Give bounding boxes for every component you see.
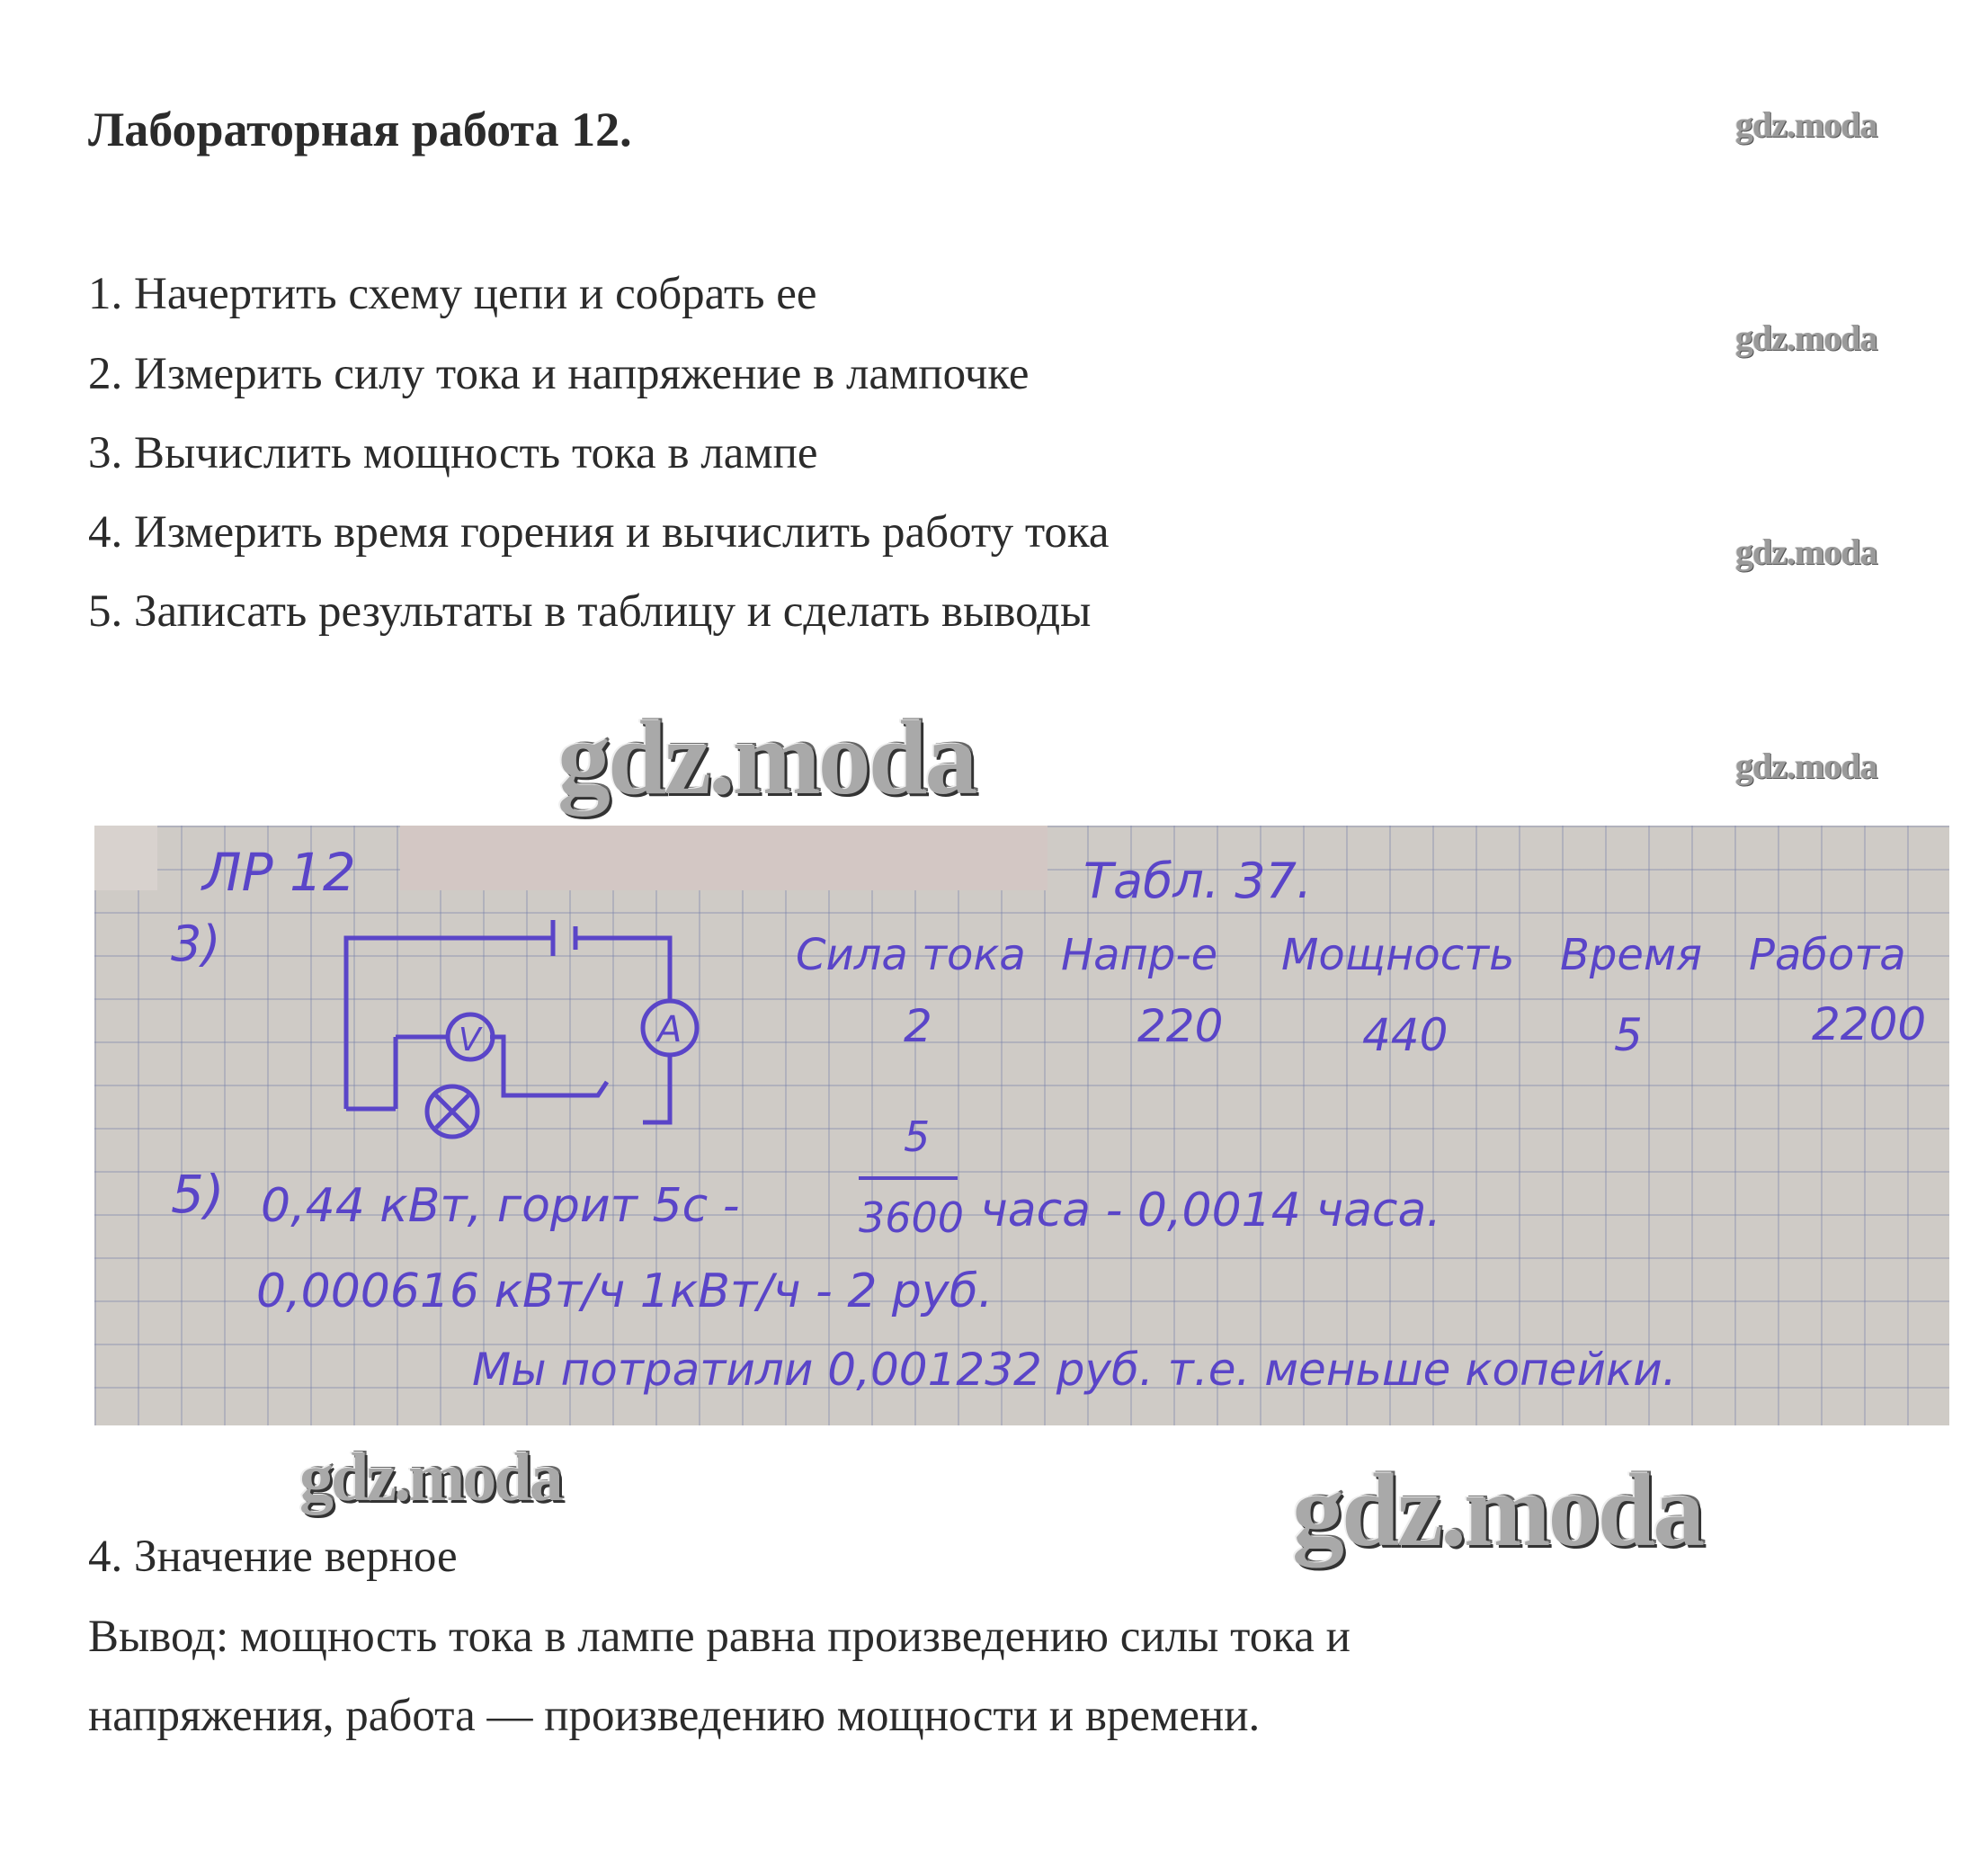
fraction-denominator: 3600 (859, 1193, 965, 1242)
table-value-voltage: 220 (1137, 1000, 1224, 1052)
table-value-time: 5 (1614, 1009, 1643, 1061)
table-header-voltage: Напр-е (1061, 930, 1218, 980)
voltmeter-label: V (459, 1022, 481, 1059)
part5-line3: Мы потратили 0,001232 руб. т.е. меньше копейки. (472, 1344, 1677, 1396)
watermark-big-2: gdz.moda (299, 1440, 561, 1515)
handwritten-notes-photo (94, 826, 1949, 1425)
conclusion-line-2: напряжения, работа — произведению мощности и времени. (88, 1691, 1261, 1741)
redacted-corner (94, 826, 157, 890)
watermark-small-1: gdz.moda (1735, 104, 1877, 145)
step-1: 1. Начертить схему цепи и собрать ее (88, 269, 817, 319)
part5-line1-a: 0,44 кВт, горит 5с - (261, 1179, 740, 1233)
part5-label: 5) (171, 1164, 225, 1225)
step-2: 2. Измерить силу тока и напряжение в лампочке (88, 349, 1030, 399)
photo-header-left: ЛР 12 (202, 842, 356, 903)
step-5: 5. Записать результаты в таблицу и сделать выводы (88, 586, 1092, 637)
table-value-work: 2200 (1812, 998, 1927, 1050)
page-title: Лабораторная работа 12. (88, 103, 632, 156)
watermark-small-2: gdz.moda (1735, 317, 1877, 358)
table-header-power: Мощность (1281, 930, 1515, 980)
part3-label: 3) (171, 916, 221, 972)
item-4-note: 4. Значение верное (88, 1532, 458, 1582)
part5-line1-b: часа - 0,0014 часа. (980, 1184, 1441, 1237)
redacted-strip (400, 826, 1047, 890)
table-value-power: 440 (1362, 1009, 1449, 1061)
table-value-current: 2 (904, 1000, 932, 1052)
watermark-small-3: gdz.moda (1735, 532, 1877, 572)
fraction-numerator: 5 (904, 1112, 931, 1161)
watermark-small-4: gdz.moda (1735, 746, 1877, 786)
step-4: 4. Измерить время горения и вычислить работу тока (88, 507, 1110, 558)
table-header-time: Время (1560, 930, 1703, 980)
ammeter-label: A (657, 1009, 682, 1050)
photo-header-right: Табл. 37. (1083, 853, 1313, 909)
part5-line2: 0,000616 кВт/ч 1кВт/ч - 2 руб. (256, 1264, 994, 1318)
table-header-work: Работа (1749, 930, 1906, 980)
table-header-current: Сила тока (796, 930, 1026, 980)
lamp-cross (436, 1095, 468, 1128)
circuit-diagram (346, 920, 697, 1137)
conclusion-line-1: Вывод: мощность тока в лампе равна произведению силы тока и (88, 1612, 1351, 1662)
step-3: 3. Вычислить мощность тока в лампе (88, 428, 818, 478)
watermark-big-1: gdz.moda (557, 699, 976, 817)
watermark-big-3: gdz.moda (1292, 1453, 1703, 1568)
